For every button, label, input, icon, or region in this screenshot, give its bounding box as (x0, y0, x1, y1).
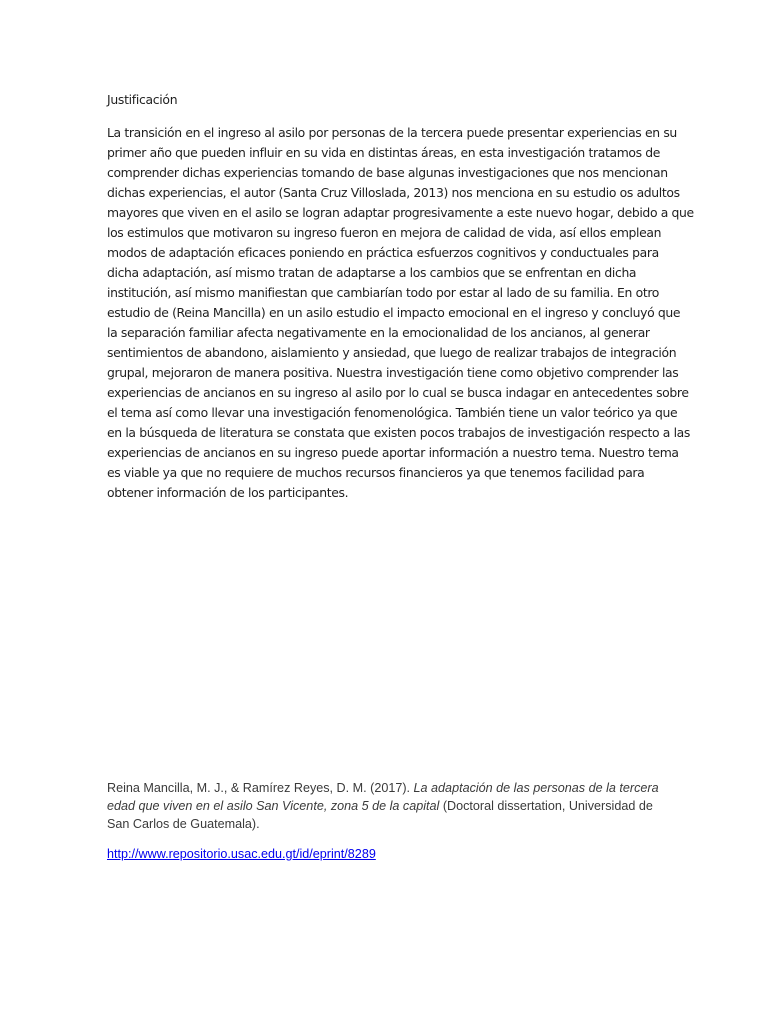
paragraph-line: primer año que pueden influir en su vida en distintas áreas, en esta investigación tratamos de (107, 145, 661, 160)
paragraph-line: los estimulos que motivaron su ingreso fueron en mejora de calidad de vida, así ellos emplean (107, 225, 662, 240)
reference-authors: Reina Mancilla, M. J., & Ramírez Reyes, D. M. (2017). (107, 781, 414, 795)
repository-link[interactable]: http://www.repositorio.usac.edu.gt/id/eprint/8289 (107, 847, 376, 861)
paragraph-line: modos de adaptación eficaces poniendo en práctica esfuerzos cognitivos y conductuales para (107, 245, 659, 260)
paragraph-line: obtener información de los participantes. (107, 485, 349, 500)
bibliographic-reference (107, 779, 667, 833)
page-title: Justificación (107, 92, 178, 107)
paragraph-line: experiencias de ancianos en su ingreso al asilo por lo cual se busca indagar en antecedentes sobre (107, 385, 689, 400)
paragraph-line: dichas experiencias, el autor (Santa Cruz Villoslada, 2013) nos menciona en su estudio os adultos (107, 185, 680, 200)
reference-title-part: edad que viven en el asilo San Vicente, zona 5 de la capital (107, 799, 440, 813)
reference-line (107, 779, 667, 797)
paragraph-line: experiencias de ancianos en su ingreso puede aportar información a nuestro tema. Nuestro tema (107, 445, 679, 460)
paragraph-line: sentimientos de abandono, aislamiento y ansiedad, que luego de realizar trabajos de integración (107, 345, 677, 360)
paragraph-line: grupal, mejoraron de manera positiva. Nuestra investigación tiene como objetivo comprender las (107, 365, 679, 380)
paragraph-line: mayores que viven en el asilo se logran adaptar progresivamente a este nuevo hogar, debido a que (107, 205, 694, 220)
reference-title-part: La adaptación de las personas de la tercera (413, 781, 659, 795)
reference-line (107, 815, 667, 833)
paragraph-line: estudio de (Reina Mancilla) en un asilo estudio el impacto emocional en el ingreso y concluyó que (107, 305, 681, 320)
reference-line (107, 797, 667, 815)
paragraph-line: en la búsqueda de literatura se constata que existen pocos trabajos de investigación respecto a las (107, 425, 691, 440)
paragraph-line: La transición en el ingreso al asilo por personas de la tercera puede presentar experiencias en su (107, 125, 677, 140)
justification-paragraph (107, 123, 694, 503)
reference-publication: (Doctoral dissertation, Universidad de (439, 799, 653, 813)
reference-institution: San Carlos de Guatemala). (107, 817, 260, 831)
paragraph-line: la separación familiar afecta negativamente en la emocionalidad de los ancianos, al generar (107, 325, 650, 340)
paragraph-line: el tema así como llevar una investigación fenomenológica. También tiene un valor teórico ya que (107, 405, 678, 420)
paragraph-line: es viable ya que no requiere de muchos recursos financieros ya que tenemos facilidad para (107, 465, 645, 480)
paragraph-line: comprender dichas experiencias tomando de base algunas investigaciones que nos mencionan (107, 165, 668, 180)
paragraph-line: dicha adaptación, así mismo tratan de adaptarse a los cambios que se enfrentan en dicha (107, 265, 637, 280)
paragraph-line: institución, así mismo manifiestan que cambiarían todo por estar al lado de su familia. En otro (107, 285, 659, 300)
